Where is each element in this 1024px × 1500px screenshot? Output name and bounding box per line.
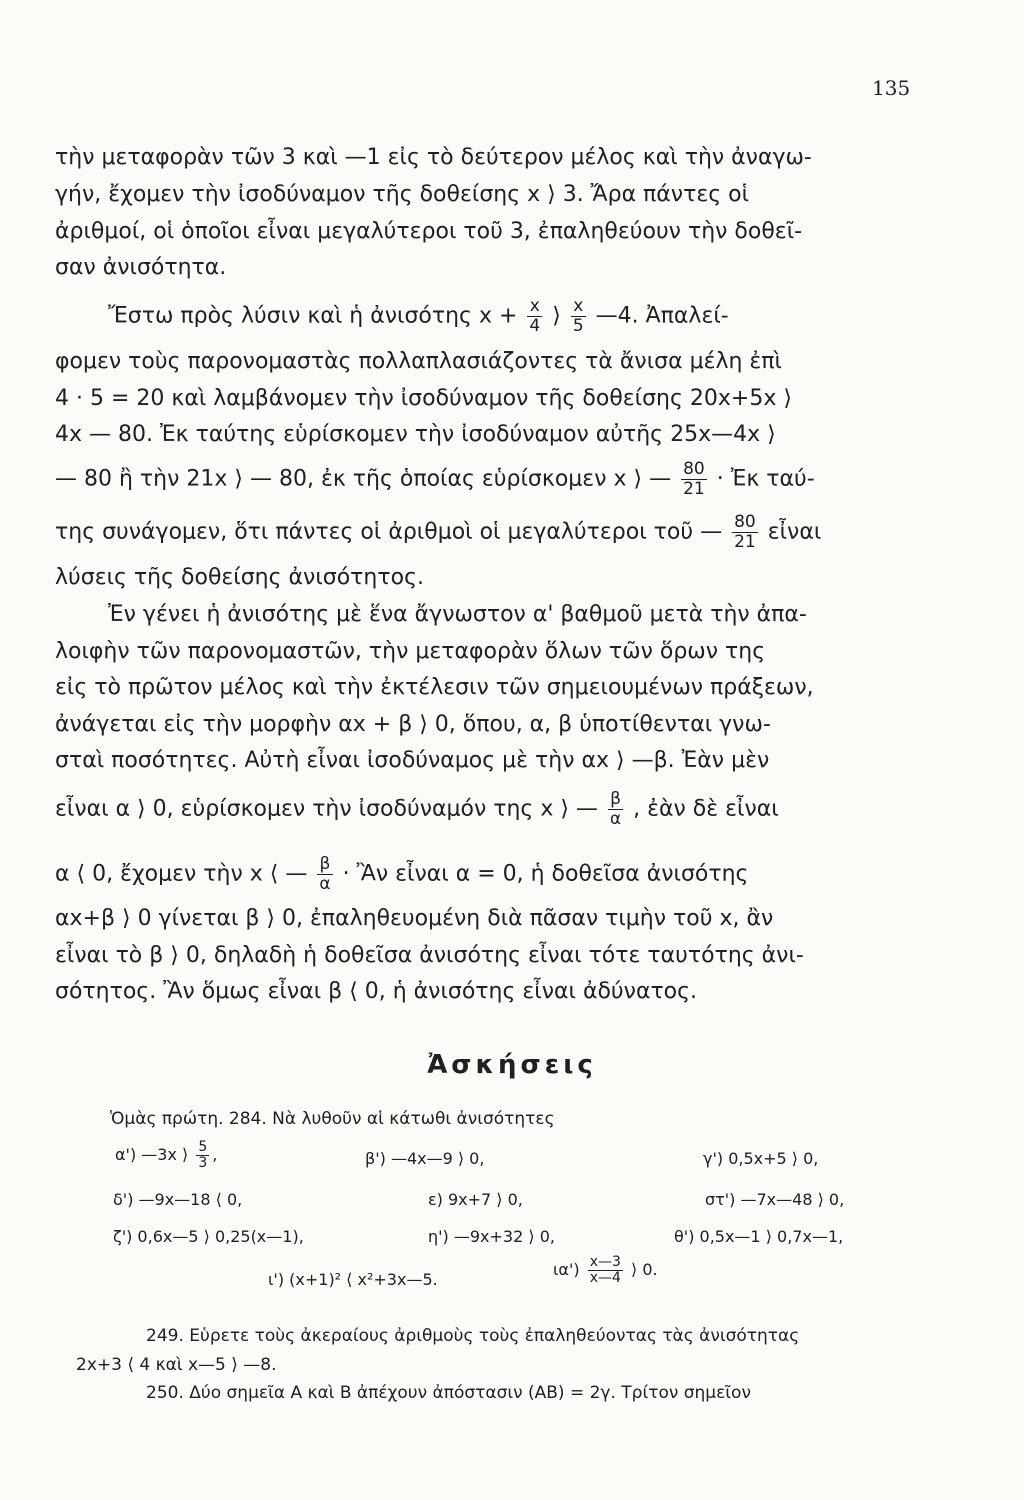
exercise-item: β') —4x—9 ⟩ 0, xyxy=(365,1149,485,1168)
fraction-denominator: α xyxy=(609,809,622,829)
text-segment: ⟩ 0. xyxy=(631,1260,658,1279)
exercise-item xyxy=(553,1255,658,1286)
text-segment: α ⟨ 0, ἔχομεν τὴν x ⟨ — xyxy=(55,861,308,887)
exercise-item: ι') (x+1)² ⟨ x²+3x—5. xyxy=(268,1270,438,1289)
exercise-item: στ') —7x—48 ⟩ 0, xyxy=(705,1190,845,1209)
exercise-item: ε) 9x+7 ⟩ 0, xyxy=(428,1190,523,1209)
section-heading: Ἀσκήσεις xyxy=(427,1050,597,1080)
fraction-denominator: α xyxy=(319,874,331,894)
text-segment: ια') xyxy=(553,1260,580,1279)
fraction-numerator: 80 xyxy=(734,512,756,532)
fraction xyxy=(571,297,586,336)
text-segment: εἶναι xyxy=(767,519,822,545)
text-line: γήν, ἔχομεν τὴν ἰσοδύναμον τῆς δοθείσης x ⟩ 3. Ἄρα πάντες οἱ xyxy=(55,182,750,207)
text-segment: · Ἂν εἶναι α = 0, ἡ δοθεῖσα ἀνισότης xyxy=(342,861,749,887)
exercise-249: 249. Εὑρετε τοὺς ἀκεραίους ἀριθμοὺς τοὺς ἐπαληθεύοντας τὰς ἀνισότητας xyxy=(146,1326,800,1346)
fraction-numerator: 5 xyxy=(198,1139,208,1155)
exercise-intro: Ὁμὰς πρώτη. 284. Νὰ λυθοῦν αἱ κάτωθι ἀνισότητες xyxy=(110,1109,555,1129)
fraction-numerator: x—3 xyxy=(589,1254,621,1270)
exercise-250: 250. Δύο σημεῖα Α καὶ Β ἀπέχουν ἀπόστασιν (ΑΒ) = 2γ. Τρίτον σημεῖον xyxy=(146,1383,751,1403)
fraction xyxy=(681,460,707,499)
text-line: ἀριθμοί, οἱ ὁποῖοι εἶναι μεγαλύτεροι τοῦ 3, ἐπαληθεύουν τὴν δοθεῖ- xyxy=(55,219,803,244)
fraction-denominator: 4 xyxy=(529,316,541,336)
text-line: σταὶ ποσότητες. Αὐτὴ εἶναι ἰσοδύναμος μὲ τὴν αx ⟩ —β. Ἐὰν μὲν xyxy=(55,748,770,773)
fraction xyxy=(608,790,623,829)
text-line: σαν ἀνισότητα. xyxy=(55,255,227,280)
text-line: τὴν μεταφορὰν τῶν 3 καὶ —1 εἰς τὸ δεύτερον μέλος καὶ τὴν ἀναγω- xyxy=(55,145,812,170)
exercise-item xyxy=(115,1140,217,1171)
fraction xyxy=(196,1140,209,1171)
text-segment: εἶναι α ⟩ 0, εὑρίσκομεν τὴν ἰσοδύναμόν της x ⟩ — xyxy=(55,796,598,822)
fraction-numerator: β xyxy=(317,855,332,875)
text-line: ἀνάγεται εἰς τὴν μορφὴν αx + β ⟩ 0, ὅπου, α, β ὑποτίθενται γνω- xyxy=(55,712,771,737)
text-line: εἶναι τὸ β ⟩ 0, δηλαδὴ ἡ δοθεῖσα ἀνισότης εἶναι τότε ταυτότης ἀνι- xyxy=(55,943,804,968)
exercise-item: η') —9x+32 ⟩ 0, xyxy=(428,1227,555,1246)
text-line: αx+β ⟩ 0 γίνεται β ⟩ 0, ἐπαληθευομένη διὰ πᾶσαν τιμὴν τοῦ x, ἂν xyxy=(55,906,774,931)
text-line xyxy=(55,790,915,829)
text-line: Ἐν γένει ἡ ἀνισότης μὲ ἕνα ἄγνωστον α' βαθμοῦ μετὰ τὴν ἀπα- xyxy=(108,602,807,627)
fraction xyxy=(732,513,758,552)
text-line: 4 · 5 = 20 καὶ λαμβάνομεν τὴν ἰσοδύναμον τῆς δοθείσης 20x+5x ⟩ xyxy=(55,386,792,411)
fraction-denominator: 5 xyxy=(572,316,584,336)
text-line: φομεν τοὺς παρονομαστὰς πολλαπλασιάζοντες τὰ ἄνισα μέλη ἐπὶ xyxy=(55,349,782,374)
fraction-numerator: β xyxy=(608,790,623,810)
exercise-249-line2: 2x+3 ⟨ 4 καὶ x—5 ⟩ —8. xyxy=(76,1355,277,1375)
text-segment: — 80 ἢ τὴν 21x ⟩ — 80, ἐκ τῆς ὁποίας εὑρίσκομεν x ⟩ — xyxy=(55,466,672,492)
text-line xyxy=(55,855,915,894)
text-segment: α') —3x ⟩ xyxy=(115,1145,189,1164)
fraction-denominator: 21 xyxy=(683,479,705,499)
exercise-item: δ') —9x—18 ⟨ 0, xyxy=(113,1190,243,1209)
fraction-numerator: x xyxy=(527,297,542,317)
text-line: λύσεις τῆς δοθείσης ἀνισότητος. xyxy=(55,565,424,590)
text-segment: της συνάγομεν, ὅτι πάντες οἱ ἀριθμοὶ οἱ μεγαλύτεροι τοῦ — xyxy=(55,519,723,545)
text-line: 4x — 80. Ἐκ ταύτης εὑρίσκομεν τὴν ἰσοδύναμον αὐτῆς 25x—4x ⟩ xyxy=(55,422,776,447)
fraction-denominator: 3 xyxy=(198,1155,208,1171)
text-segment: , xyxy=(212,1145,218,1164)
text-segment: —4. Ἀπαλεί- xyxy=(595,303,729,329)
exercise-item: ζ') 0,6x—5 ⟩ 0,25(x—1), xyxy=(113,1227,304,1246)
text-segment: · Ἐκ ταύ- xyxy=(716,466,815,492)
text-segment: ⟩ xyxy=(552,303,561,329)
fraction-numerator: 80 xyxy=(683,459,705,479)
fraction-denominator: 21 xyxy=(734,532,756,552)
text-line: σότητος. Ἂν ὅμως εἶναι β ⟨ 0, ἡ ἀνισότης εἶναι ἀδύνατος. xyxy=(55,979,698,1004)
fraction xyxy=(588,1255,623,1286)
exercise-item: θ') 0,5x—1 ⟩ 0,7x—1, xyxy=(674,1227,844,1246)
page-number: 135 xyxy=(872,76,911,100)
text-line: εἰς τὸ πρῶτον μέλος καὶ τὴν ἐκτέλεσιν τῶν σημειουμένων πράξεων, xyxy=(55,675,814,700)
text-line xyxy=(108,297,968,336)
text-line: λοιφὴν τῶν παρονομαστῶν, τὴν μεταφορὰν ὅλων τῶν ὅρων της xyxy=(55,639,766,664)
fraction xyxy=(317,855,332,894)
text-line xyxy=(55,460,915,499)
exercise-item: γ') 0,5x+5 ⟩ 0, xyxy=(703,1149,819,1168)
text-line xyxy=(55,513,915,552)
fraction-denominator: x—4 xyxy=(589,1270,621,1286)
fraction-numerator: x xyxy=(571,297,586,317)
text-segment: Ἔστω πρὸς λύσιν καὶ ἡ ἀνισότης x + xyxy=(108,303,518,329)
text-segment: , ἐὰν δὲ εἶναι xyxy=(633,796,779,822)
fraction xyxy=(527,297,542,336)
